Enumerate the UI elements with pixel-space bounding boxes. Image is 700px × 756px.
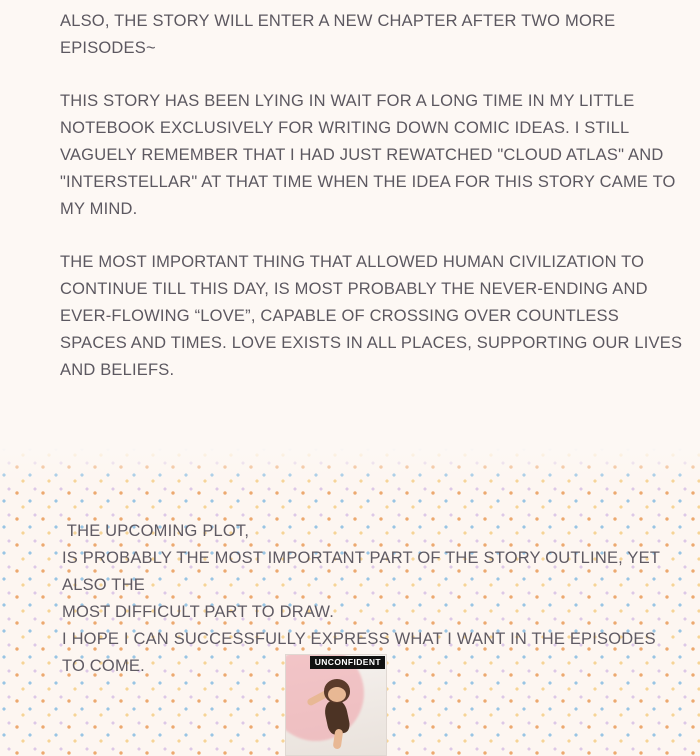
note-line: IS PROBABLY THE MOST IMPORTANT PART OF THE STORY OUTLINE, YET ALSO THE <box>62 549 664 594</box>
note-line: I HOPE I CAN SUCCESSFULLY EXPRESS WHAT I WANT IN THE EPISODES TO COME. <box>62 630 661 675</box>
note-line: MOST DIFFICULT PART TO DRAW. <box>62 603 335 621</box>
dotted-background-fade <box>0 448 700 482</box>
paragraph: THIS STORY HAS BEEN LYING IN WAIT FOR A LONG TIME IN MY LITTLE NOTEBOOK EXCLUSIVELY FOR WRITING DOWN COMIC IDEAS. I STILL VAGUELY REMEMBER THAT I HAD JUST REWATCHED "CLOUD ATLAS" AND "INTERSTELLAR" AT THAT TIME WHEN THE IDEA FOR THIS STORY CAME TO MY MIND. <box>60 92 681 218</box>
note-line: THE UPCOMING PLOT, <box>62 522 250 540</box>
author-note-top <box>60 0 690 410</box>
character-face <box>328 687 346 702</box>
comic-panel <box>285 654 387 756</box>
paragraph: ALSO, THE STORY WILL ENTER A NEW CHAPTER AFTER TWO MORE EPISODES~ <box>60 12 621 57</box>
panel-caption-label: UNCONFIDENT <box>310 656 385 669</box>
paragraph: THE MOST IMPORTANT THING THAT ALLOWED HUMAN CIVILIZATION TO CONTINUE TILL THIS DAY, IS MOST PROBABLY THE NEVER-ENDING AND EVER-FLOWING “LOVE”, CAPABLE OF CROSSING OVER COUNTLESS SPACES AND TIMES. LOVE EXISTS IN ALL PLACES, SUPPORTING OUR LIVES AND BELIEFS. <box>60 253 687 379</box>
